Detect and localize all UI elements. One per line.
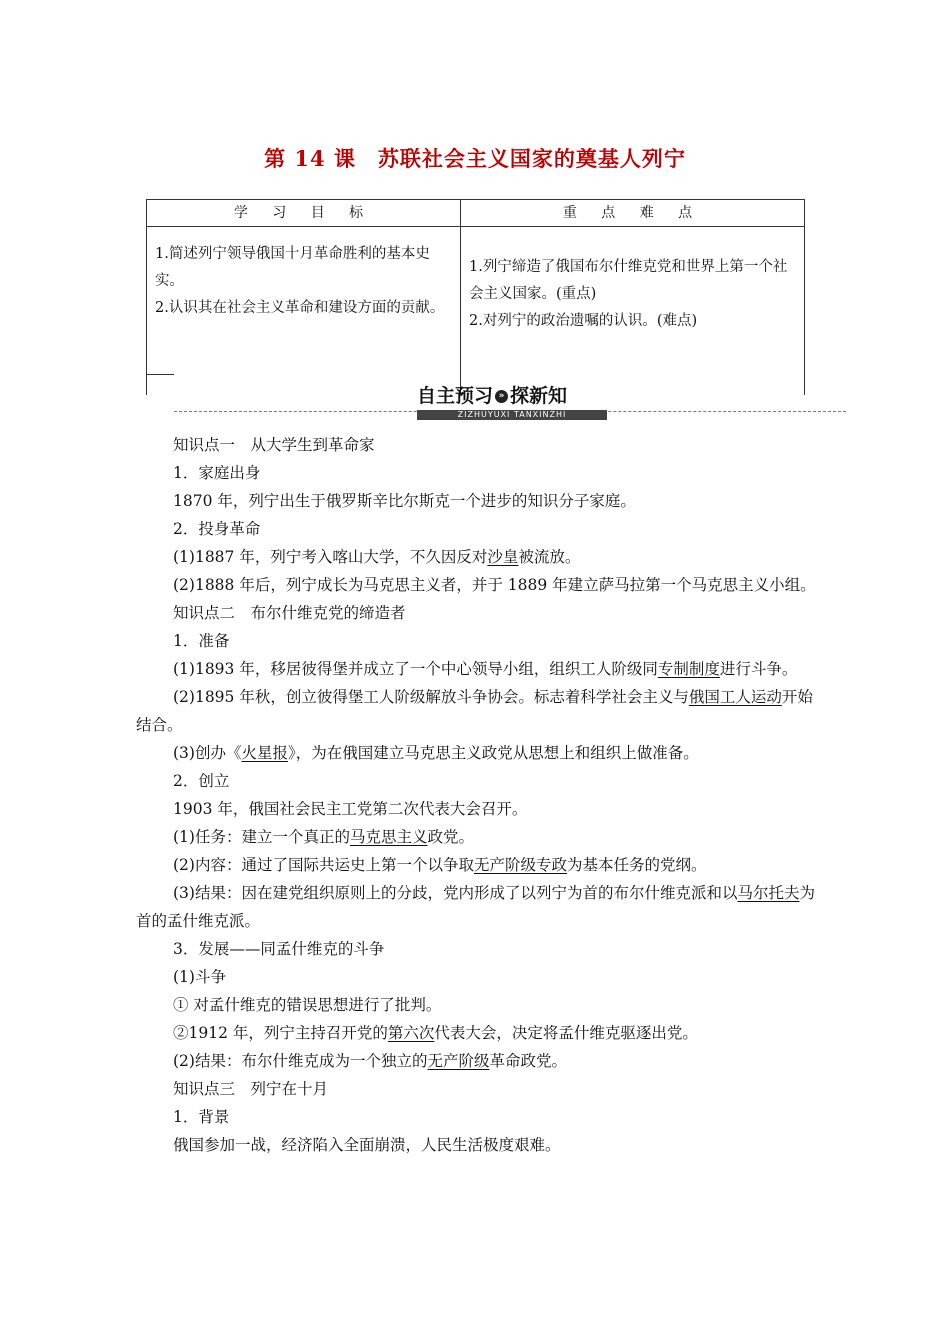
body-line	[136, 963, 816, 991]
text-segment: 政党。	[427, 828, 474, 846]
body-line	[136, 879, 816, 935]
lesson-body	[136, 431, 816, 1159]
lesson-title: 第 14 课 苏联社会主义国家的奠基人列宁	[264, 146, 686, 171]
table-stub-line	[146, 374, 174, 375]
banner-left-text: 自主预习	[417, 385, 494, 407]
text-segment: ②1912 年，列宁主持召开党的	[173, 1024, 388, 1042]
body-line	[136, 851, 816, 879]
body-line	[136, 571, 816, 599]
double-chevron-icon: »	[495, 390, 508, 403]
text-segment: (2)内容：通过了国际共运史上第一个以争取	[173, 856, 474, 874]
body-line	[136, 767, 816, 795]
body-line	[136, 487, 816, 515]
body-line	[136, 823, 816, 851]
underlined-answer: 无产阶级专政	[473, 856, 567, 874]
body-line	[136, 683, 816, 739]
text-segment: 知识点三 列宁在十月	[173, 1080, 329, 1098]
body-line	[136, 1019, 816, 1047]
header-key-points: 重 点 难 点	[461, 200, 805, 227]
text-segment: (1)斗争	[173, 968, 226, 986]
text-segment: ① 对孟什维克的错误思想进行了批判。	[173, 996, 442, 1014]
body-line	[136, 515, 816, 543]
text-segment: 知识点二 布尔什维克党的缔造者	[173, 604, 406, 622]
body-line	[136, 991, 816, 1019]
underlined-answer: 第六次	[387, 1024, 435, 1042]
body-line	[136, 627, 816, 655]
body-line	[136, 655, 816, 683]
text-segment: 开始结合。	[136, 688, 813, 734]
text-segment: (1)1893 年，移居彼得堡并成立了一个中心领导小组，组织工人阶级同	[173, 660, 658, 678]
text-segment: 2．创立	[173, 772, 230, 790]
text-segment: 3．发展——同孟什维克的斗争	[173, 940, 385, 958]
text-segment: 1．准备	[173, 632, 230, 650]
goal-item: 2.认识其在社会主义革命和建设方面的贡献。	[155, 300, 445, 316]
text-segment: 为首的孟什维克派。	[136, 884, 815, 930]
goal-item: 1.简述列宁领导俄国十月革命胜利的基本史实。	[155, 246, 430, 289]
text-segment: 1903 年，俄国社会民主工党第二次代表大会召开。	[173, 800, 528, 818]
body-line	[136, 1103, 816, 1131]
body-line	[136, 599, 816, 627]
learning-goals-cell	[147, 227, 461, 396]
underlined-answer: 马克思主义	[349, 828, 428, 846]
text-segment: (3)创办《	[173, 744, 242, 762]
section-banner	[174, 383, 846, 423]
text-segment: 代表大会，决定将孟什维克驱逐出党。	[434, 1024, 698, 1042]
text-segment: 为基本任务的党纲。	[566, 856, 707, 874]
banner-heading	[417, 383, 607, 409]
body-line	[136, 459, 816, 487]
header-learning-goals: 学 习 目 标	[147, 200, 461, 227]
text-segment: (1)1887 年，列宁考入喀山大学，不久因反对	[173, 548, 488, 566]
keypoint-item: 2.对列宁的政治遗嘱的认识。(难点)	[469, 313, 698, 329]
text-segment: 1．背景	[173, 1108, 230, 1126]
body-line	[136, 795, 816, 823]
text-segment: 被流放。	[518, 548, 581, 566]
text-segment: 知识点一 从大学生到革命家	[173, 436, 375, 454]
keypoint-item: 1.列宁缔造了俄国布尔什维克党和世界上第一个社会主义国家。(重点)	[469, 259, 788, 302]
key-points-cell	[461, 227, 805, 396]
text-segment: 革命政党。	[489, 1052, 567, 1070]
underlined-answer: 专制制度	[657, 660, 720, 678]
text-segment: (2)结果：布尔什维克成为一个独立的	[173, 1052, 428, 1070]
underlined-answer: 马尔托夫	[737, 884, 800, 902]
text-segment: (3)结果：因在建党组织原则上的分歧，党内形成了以列宁为首的布尔什维克派和以	[173, 884, 738, 902]
text-segment: (2)1895 年秋，创立彼得堡工人阶级解放斗争协会。标志着科学社会主义与	[173, 688, 689, 706]
text-segment: 1．家庭出身	[173, 464, 261, 482]
body-line	[136, 739, 816, 767]
banner-right-text: 探新知	[510, 385, 568, 407]
text-segment: 进行斗争。	[719, 660, 798, 678]
body-line	[136, 935, 816, 963]
objectives-table	[146, 199, 805, 395]
underlined-answer: 俄国工人运动	[688, 688, 782, 706]
body-line	[136, 543, 816, 571]
body-line	[136, 431, 816, 459]
text-segment: 2．投身革命	[173, 520, 261, 538]
underlined-answer: 火星报	[241, 744, 288, 762]
banner-pinyin: ZIZHUYUXI TANXINZHI	[417, 410, 607, 420]
text-segment: (1)任务：建立一个真正的	[173, 828, 350, 846]
text-segment: 》，为在俄国建立马克思主义政党从思想上和组织上做准备。	[287, 744, 699, 762]
underlined-answer: 无产阶级	[427, 1052, 490, 1070]
body-line	[136, 1131, 816, 1159]
text-segment: 1870 年，列宁出生于俄罗斯辛比尔斯克一个进步的知识分子家庭。	[173, 492, 636, 510]
body-line	[136, 1075, 816, 1103]
text-segment: 俄国参加一战，经济陷入全面崩溃，人民生活极度艰难。	[173, 1136, 561, 1154]
underlined-answer: 沙皇	[487, 548, 519, 566]
body-line	[136, 1047, 816, 1075]
text-segment: (2)1888 年后，列宁成长为马克思主义者，并于 1889 年建立萨马拉第一个马克思主义小组。	[173, 576, 816, 594]
